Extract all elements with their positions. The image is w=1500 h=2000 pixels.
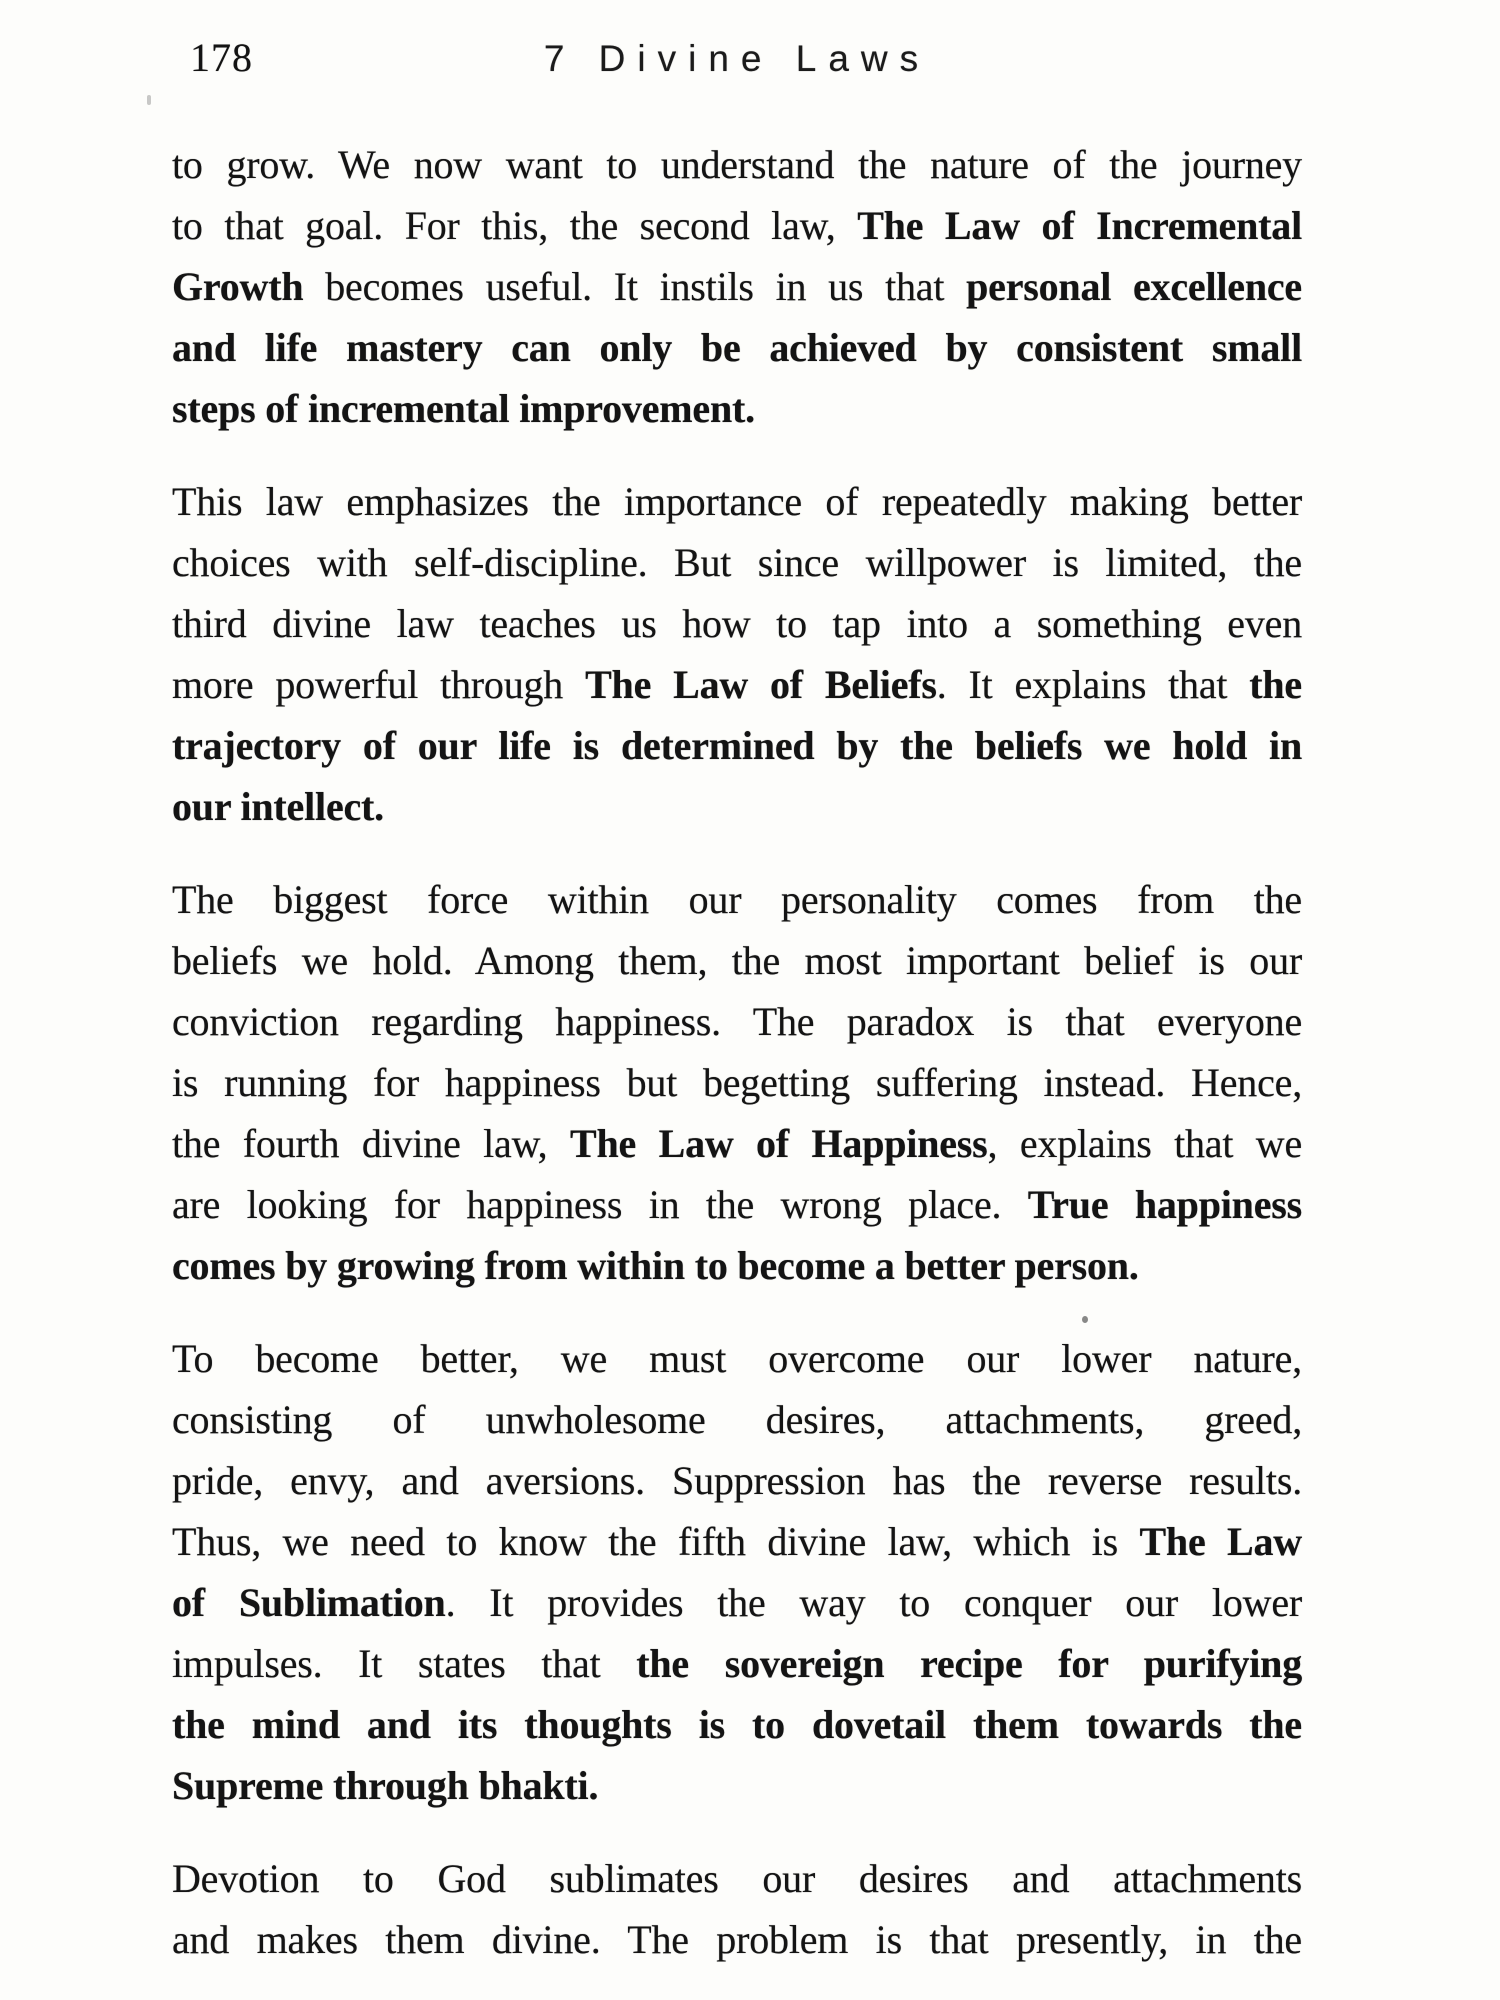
text-run: impulses. It states that (172, 1641, 637, 1686)
bold-text-run: and life mastery can only be achieved by consistent small (172, 325, 1302, 370)
text-line (172, 1113, 1302, 1174)
text-run: consisting of unwholesome desires, attachments, greed, (172, 1397, 1302, 1442)
paragraph (172, 1328, 1302, 1816)
paragraph (172, 134, 1302, 439)
text-run: to that goal. For this, the second law, (172, 203, 858, 248)
text-line (172, 317, 1302, 378)
text-line (172, 930, 1302, 991)
bold-text-run: comes by growing from within to become a better person. (172, 1243, 1139, 1288)
text-line (172, 256, 1302, 317)
text-run: the fourth divine law, (172, 1121, 570, 1166)
text-line (172, 715, 1302, 776)
text-line (172, 991, 1302, 1052)
text-run: . It provides the way to conquer our lower (445, 1580, 1302, 1625)
bold-text-run: True happiness (1027, 1182, 1302, 1227)
text-line (172, 593, 1302, 654)
text-run: This law emphasizes the importance of repeatedly making better (172, 479, 1302, 524)
text-run: becomes useful. It instils in us that (303, 264, 967, 309)
text-line (172, 1848, 1302, 1909)
text-line (172, 195, 1302, 256)
text-line (172, 1572, 1302, 1633)
bold-text-run: Supreme through bhakti. (172, 1763, 599, 1808)
bold-text-run: the (1249, 662, 1302, 707)
text-line (172, 1909, 1302, 1970)
paragraph (172, 1848, 1302, 1970)
bold-text-run: the mind and its thoughts is to dovetail them towards the (172, 1702, 1302, 1747)
text-line (172, 532, 1302, 593)
text-line (172, 1052, 1302, 1113)
text-line (172, 471, 1302, 532)
text-run: , explains that we (987, 1121, 1302, 1166)
paragraph (172, 869, 1302, 1296)
text-line (172, 1235, 1302, 1296)
text-line (172, 1511, 1302, 1572)
scan-artifact-dot (1082, 1316, 1088, 1323)
bold-text-run: steps of incremental improvement. (172, 386, 755, 431)
text-line (172, 654, 1302, 715)
bold-text-run: Growth (172, 264, 304, 309)
text-line (172, 1694, 1302, 1755)
paragraph (172, 471, 1302, 837)
text-run: are looking for happiness in the wrong place. (172, 1182, 1028, 1227)
text-run: To become better, we must overcome our lower nature, (172, 1336, 1302, 1381)
text-run: more powerful through (172, 662, 586, 707)
page-number: 178 (190, 35, 253, 80)
text-run: Thus, we need to know the fifth divine law, which is (172, 1519, 1140, 1564)
text-line (172, 1450, 1302, 1511)
text-line (172, 1328, 1302, 1389)
bold-text-run: The Law (1139, 1519, 1302, 1564)
bold-text-run: of Sublimation (172, 1580, 446, 1625)
text-line (172, 378, 1302, 439)
text-run: choices with self-discipline. But since willpower is limited, the (172, 540, 1302, 585)
text-line (172, 1755, 1302, 1816)
bold-text-run: The Law of Incremental (857, 203, 1302, 248)
text-line (172, 776, 1302, 837)
text-run: Devotion to God sublimates our desires and attachments (172, 1856, 1302, 1901)
scan-artifact-speck (147, 95, 151, 105)
body-text (172, 134, 1302, 2000)
running-head: 7 Divine Laws (543, 38, 931, 79)
bold-text-run: the sovereign recipe for purifying (636, 1641, 1303, 1686)
text-run: The biggest force within our personality comes from the (172, 877, 1302, 922)
text-run: beliefs we hold. Among them, the most important belief is our (172, 938, 1302, 983)
text-run: and makes them divine. The problem is that presently, in the (172, 1917, 1302, 1962)
bold-text-run: personal excellence (966, 264, 1302, 309)
text-run: third divine law teaches us how to tap into a something even (172, 601, 1302, 646)
text-line (172, 1389, 1302, 1450)
text-line (172, 869, 1302, 930)
text-run: pride, envy, and aversions. Suppression has the reverse results. (172, 1458, 1302, 1503)
text-run: is running for happiness but begetting suffering instead. Hence, (172, 1060, 1302, 1105)
text-line (172, 1174, 1302, 1235)
bold-text-run: The Law of Beliefs (585, 662, 937, 707)
text-run: . It explains that (936, 662, 1250, 707)
text-line (172, 1633, 1302, 1694)
text-run: conviction regarding happiness. The paradox is that everyone (172, 999, 1302, 1044)
bold-text-run: trajectory of our life is determined by the beliefs we hold in (172, 723, 1302, 768)
page-header (172, 34, 1302, 82)
bold-text-run: The Law of Happiness (570, 1121, 988, 1166)
text-line (172, 134, 1302, 195)
text-run: to grow. We now want to understand the nature of the journey (172, 142, 1302, 187)
bold-text-run: our intellect. (172, 784, 384, 829)
